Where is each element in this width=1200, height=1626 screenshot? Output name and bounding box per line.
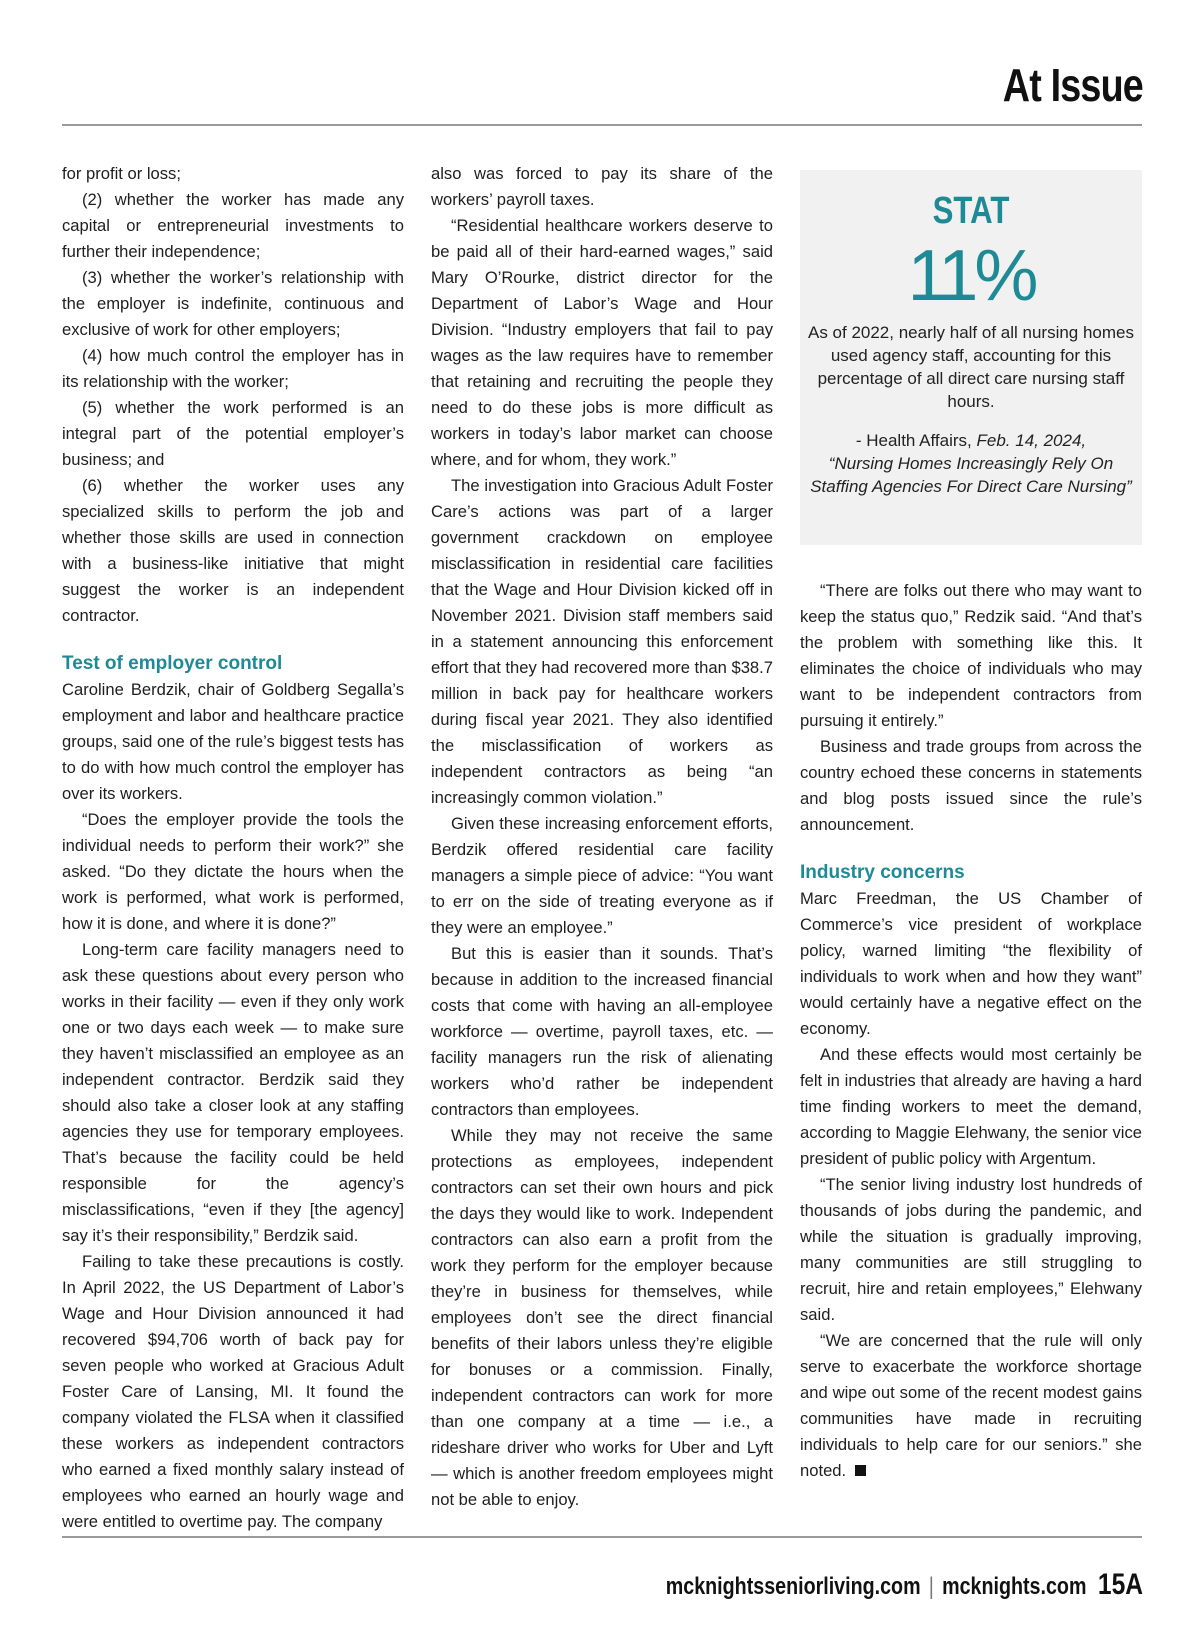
stat-description: As of 2022, nearly half of all nursing homes used agency staff, accounting for this percentage of all direct care nursing staff hours. (807, 323, 1135, 411)
stat-label: STAT (932, 190, 1010, 232)
stat-source-title: “Nursing Homes Increasingly Rely On Staffing Agencies For Direct Care Nursing” (810, 454, 1132, 496)
article-column-1 (62, 161, 404, 1535)
page-number: 15A (1097, 1568, 1143, 1601)
paragraph: (6) whether the worker uses any specialized skills to perform the job and whether those skills are used in connection with a business-like initiative that might suggest the worker is an independent contractor. (62, 476, 404, 625)
subheading-employer-control: Test of employer control (62, 653, 283, 674)
subheading-industry-concerns: Industry concerns (800, 862, 965, 883)
section-title: At Issue (1002, 59, 1143, 111)
stat-source-publication (800, 429, 1142, 452)
footer-separator: | (928, 1573, 934, 1600)
paragraph: (5) whether the work performed is an integral part of the potential employer’s business; and (62, 398, 404, 469)
paragraph: “The senior living industry lost hundreds of thousands of jobs during the pandemic, and while the situation is gradually improving, many communities are still struggling to recruit, hire and retain employees,” Elehwany said. (800, 1175, 1142, 1324)
paragraph: Given these increasing enforcement efforts, Berdzik offered residential care facility managers a simple piece of advice: “You want to err on the side of treating everyone as if they were an employee.” (431, 814, 773, 937)
footer-divider (62, 1536, 1142, 1538)
paragraph: Business and trade groups from across the country echoed these concerns in statements and blog posts issued since the rule’s announcement. (800, 737, 1142, 834)
paragraph: While they may not receive the same protections as employees, independent contractors can set their own hours and pick the days they would like to work. Independent contractors can also earn a profit from the work they perform for the employer because they’re in business for themselves, while employees don’t see the direct financial benefits of their labors unless they’re eligible for bonuses or a commission. Finally, independent contractors can work for more than one company at a time — i.e., a rideshare driver who works for Uber and Lyft — which is another freedom employees might not be able to enjoy. (431, 1126, 773, 1509)
paragraph: And these effects would most certainly be felt in industries that already are having a hard time finding workers to meet the demand, according to Maggie Elehwany, the senior vice president of public policy with Argentum. (800, 1045, 1142, 1168)
paragraph: Long-term care facility managers need to ask these questions about every person who works in their facility — even if they only work one or two days each week — to make sure they haven’t misclassified an employee as an independent contractor. Berdzik said they should also take a closer look at any staffing agencies they use for temporary employees. That’s because the facility could be held responsible for the agency’s misclassifications, “even if they [the agency] say it’s their responsibility,” Berdzik said. (62, 940, 404, 1245)
paragraph: also was forced to pay its share of the workers’ payroll taxes. (431, 164, 773, 209)
paragraph-final (800, 1328, 1142, 1484)
stat-source (800, 429, 1142, 498)
paragraph: Caroline Berdzik, chair of Goldberg Segalla’s employment and labor and healthcare practice groups, said one of the rule’s biggest tests has to do with how much control the employer has over its workers. (62, 680, 404, 803)
paragraph: But this is easier than it sounds. That’s because in addition to the increased financial costs that come with having an all-employee workforce — overtime, payroll taxes, etc. — facility managers run the risk of alienating workers who’d rather be independent contractors than employees. (431, 944, 773, 1119)
paragraph: (4) how much control the employer has in its relationship with the worker; (62, 346, 404, 391)
end-of-article-icon (855, 1465, 866, 1476)
footer-site-link[interactable]: mcknightsseniorliving.com (665, 1573, 921, 1600)
stat-source-name: - Health Affairs, (855, 431, 972, 450)
stat-source-date: Feb. 14, 2024, (976, 431, 1087, 450)
paragraph: Failing to take these precautions is costly. In April 2022, the US Department of Labor’s Wage and Hour Division announced it had recovered $94,706 worth of back pay for seven people who worked at Gracious Adult Foster Care of Lansing, MI. It found the company violated the FLSA when it classified these workers as independent contractors who earned a fixed monthly salary instead of employees who earned an hourly wage and were entitled to overtime pay. The company (62, 1252, 404, 1531)
stat-value: 11% (907, 236, 1035, 316)
article-column-2 (431, 161, 773, 1513)
paragraph: The investigation into Gracious Adult Foster Care’s actions was part of a larger government crackdown on employee misclassification in residential care facilities that the Wage and Hour Division kicked off in November 2021. Division staff members said in a statement announcing this enforcement effort that they had recovered more than $38.7 million in back pay for healthcare workers during fiscal year 2021. They also identified the misclassification of workers as independent contractors as being “an increasingly common violation.” (431, 476, 773, 807)
article-column-3 (800, 578, 1142, 1484)
header-divider (62, 124, 1142, 126)
paragraph: Marc Freedman, the US Chamber of Commerce’s vice president of workplace policy, warned limiting “the flexibility of individuals to work when and how they want” would certainly have a negative effect on the economy. (800, 889, 1142, 1038)
paragraph: (2) whether the worker has made any capital or entrepreneurial investments to further their independence; (62, 190, 404, 261)
paragraph: “Residential healthcare workers deserve to be paid all of their hard-earned wages,” said Mary O’Rourke, district director for the Department of Labor’s Wage and Hour Division. “Industry employers that fail to pay wages as the law requires have to remember that retaining and recruiting the people they need to do these jobs is more difficult as workers in today’s labor market can choose where, and for whom, they work.” (431, 216, 773, 469)
page-footer (666, 1568, 1143, 1602)
paragraph: “Does the employer provide the tools the individual needs to perform their work?” she asked. “Do they dictate the hours when the work is performed, what work is performed, how it is done, and where it is done?” (62, 810, 404, 933)
paragraph: (3) whether the worker’s relationship with the employer is indefinite, continuous and exclusive of work for other employers; (62, 268, 404, 339)
footer-site-link-2[interactable]: mcknights.com (942, 1573, 1087, 1600)
paragraph-final-text: “We are concerned that the rule will only serve to exacerbate the workforce shortage and wipe out some of the recent modest gains communities have made in recruiting individuals to help care for our seniors.” she noted. (800, 1331, 1142, 1480)
paragraph: “There are folks out there who may want to keep the status quo,” Redzik said. “And that’s the problem with something like this. It eliminates the choice of individuals who may want to be independent contractors from pursuing it entirely.” (800, 581, 1142, 730)
stat-callout (800, 170, 1142, 545)
paragraph: for profit or loss; (62, 164, 181, 183)
